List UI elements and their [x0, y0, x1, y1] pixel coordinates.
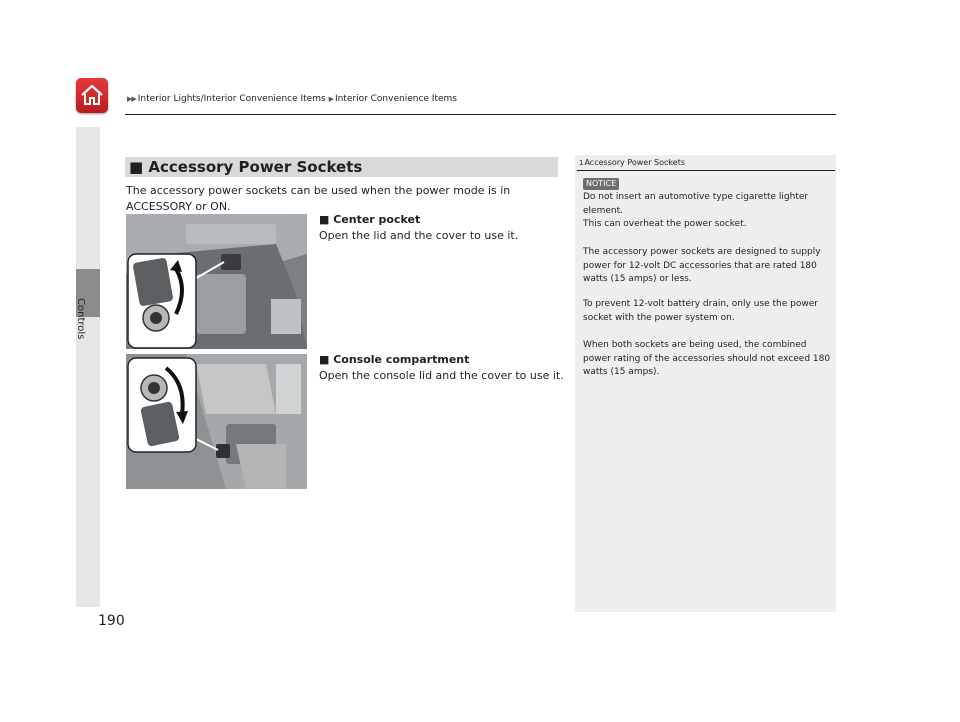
page-number: 190: [98, 613, 125, 629]
section-intro: The accessory power sockets can be used when the power mode is in ACCESSORY or ON.: [126, 184, 511, 213]
note-divider: [577, 170, 835, 171]
breadcrumb-item[interactable]: Interior Convenience Items: [334, 94, 457, 104]
center-pocket-photo: [126, 214, 307, 349]
note-paragraph: When both sockets are being used, the combined power rating of the accessories should not exceed 180 watts (15 amps).: [583, 340, 831, 377]
breadcrumb-arrow-icon: ▶: [328, 95, 333, 103]
breadcrumb: [127, 94, 457, 104]
chapter-sidebar: [76, 127, 100, 607]
item-body: Open the lid and the cover to use it.: [319, 229, 519, 242]
note-paragraph: The accessory power sockets are designed to supply power for 12-volt DC accessories that are rated 180 watts (15 amps) or less.: [583, 247, 821, 284]
breadcrumb-item[interactable]: Interior Lights/Interior Convenience Items: [137, 94, 326, 104]
note-ref-number: 1: [579, 159, 584, 167]
chapter-label: Controls: [75, 298, 86, 340]
item-heading: ■ Console compartment: [319, 353, 470, 366]
notice-badge: NOTICE: [583, 178, 619, 190]
home-icon[interactable]: [76, 78, 108, 113]
item-body: Open the console lid and the cover to use it.: [319, 369, 564, 382]
section-title: ■ Accessory Power Sockets: [125, 157, 558, 177]
breadcrumb-arrow-icon: ▶▶: [127, 95, 136, 103]
note-title-text: Accessory Power Sockets: [584, 158, 685, 167]
console-compartment-photo: [126, 354, 307, 489]
item-heading: ■ Center pocket: [319, 213, 421, 226]
note-title: [579, 158, 685, 167]
note-paragraph: Do not insert an automotive type cigarette lighter element. This can overheat the power socket.: [583, 192, 809, 229]
header-divider: [125, 114, 836, 115]
note-paragraph: To prevent 12-volt battery drain, only use the power socket with the power system on.: [583, 299, 818, 323]
